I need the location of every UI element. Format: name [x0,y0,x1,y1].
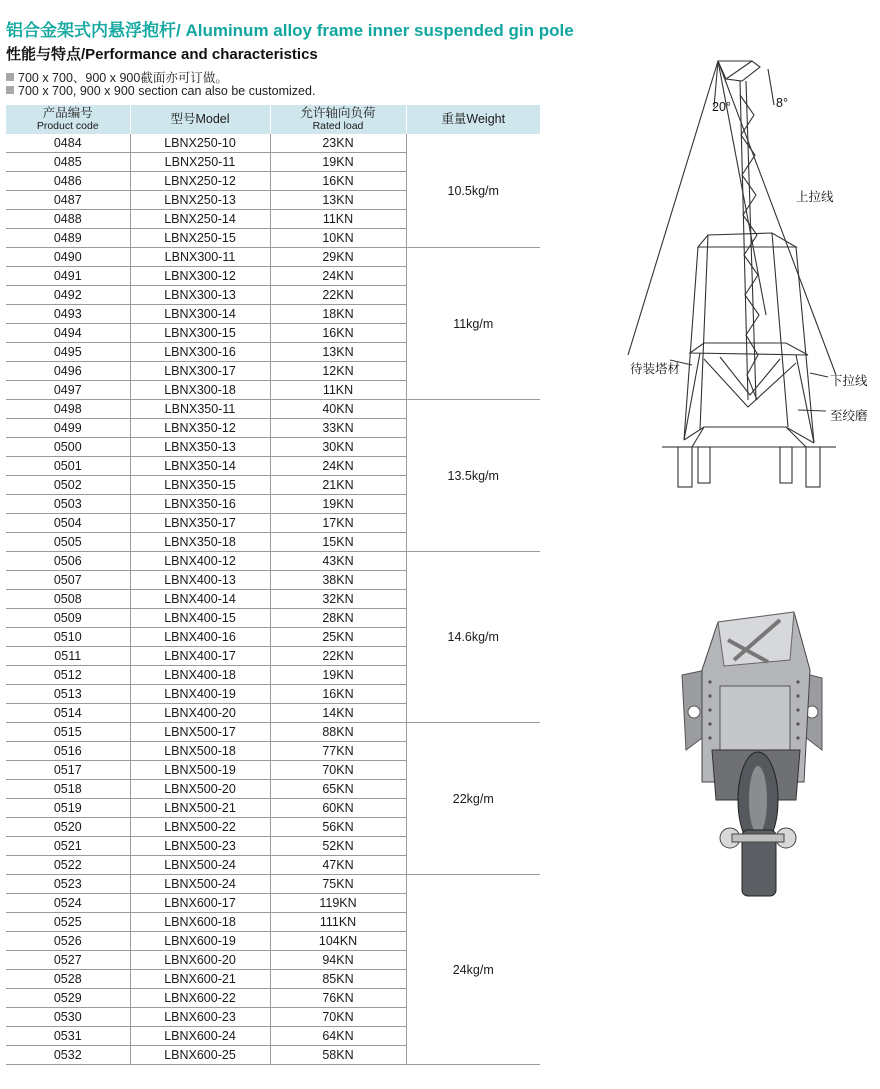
cell-rated-load: 19KN [270,666,406,685]
cell-rated-load: 16KN [270,324,406,343]
cell-rated-load: 29KN [270,248,406,267]
cell-model: LBNX300-11 [130,248,270,267]
cell-rated-load: 60KN [270,799,406,818]
cell-model: LBNX300-16 [130,343,270,362]
cell-model: LBNX400-16 [130,628,270,647]
angle-left-label: 20° [712,100,731,114]
cell-model: LBNX500-21 [130,799,270,818]
cell-model: LBNX350-16 [130,495,270,514]
cell-model: LBNX400-20 [130,704,270,723]
cell-model: LBNX250-11 [130,153,270,172]
note-en-text: 700 x 700, 900 x 900 section can also be customized. [18,84,316,98]
cell-model: LBNX350-12 [130,419,270,438]
cell-rated-load: 32KN [270,590,406,609]
cell-model: LBNX300-18 [130,381,270,400]
upper-guy-label: 上拉线 [796,190,834,204]
cell-product-code: 0490 [6,248,130,267]
cell-product-code: 0522 [6,856,130,875]
cell-rated-load: 13KN [270,191,406,210]
tower-material-label: 待装塔材 [630,362,681,376]
table-row [6,723,540,742]
header-zh: 允许轴向负荷 [300,106,376,121]
cell-product-code: 0508 [6,590,130,609]
cell-rated-load: 14KN [270,704,406,723]
cell-product-code: 0518 [6,780,130,799]
page-title: 铝合金架式内悬浮抱杆/ Aluminum alloy frame inner suspended gin pole [6,21,574,40]
cell-rated-load: 33KN [270,419,406,438]
cell-rated-load: 13KN [270,343,406,362]
cell-product-code: 0492 [6,286,130,305]
cell-rated-load: 16KN [270,172,406,191]
cell-product-code: 0494 [6,324,130,343]
cell-weight: 22kg/m [406,723,540,875]
header-model [130,105,270,134]
pulley-block-photo [672,600,842,905]
cell-rated-load: 94KN [270,951,406,970]
cell-weight: 24kg/m [406,875,540,1065]
cell-model: LBNX250-14 [130,210,270,229]
table-row [6,400,540,419]
cell-model: LBNX400-14 [130,590,270,609]
cell-model: LBNX350-15 [130,476,270,495]
cell-rated-load: 75KN [270,875,406,894]
cell-product-code: 0503 [6,495,130,514]
cell-product-code: 0520 [6,818,130,837]
spec-table [6,105,540,1065]
cell-product-code: 0529 [6,989,130,1008]
cell-rated-load: 119KN [270,894,406,913]
cell-product-code: 0524 [6,894,130,913]
section-subtitle: 性能与特点/Performance and characteristics [6,46,318,63]
cell-product-code: 0499 [6,419,130,438]
table-body [6,134,540,1065]
cell-model: LBNX350-14 [130,457,270,476]
cell-model: LBNX600-18 [130,913,270,932]
cell-rated-load: 47KN [270,856,406,875]
cell-rated-load: 12KN [270,362,406,381]
cell-weight: 11kg/m [406,248,540,400]
cell-model: LBNX250-12 [130,172,270,191]
cell-rated-load: 88KN [270,723,406,742]
cell-rated-load: 28KN [270,609,406,628]
cell-rated-load: 85KN [270,970,406,989]
cell-rated-load: 19KN [270,495,406,514]
cell-product-code: 0506 [6,552,130,571]
cell-model: LBNX250-15 [130,229,270,248]
cell-product-code: 0488 [6,210,130,229]
table-row [6,248,540,267]
cell-product-code: 0526 [6,932,130,951]
cell-model: LBNX500-20 [130,780,270,799]
cell-product-code: 0515 [6,723,130,742]
cell-model: LBNX600-20 [130,951,270,970]
cell-model: LBNX300-12 [130,267,270,286]
cell-model: LBNX250-13 [130,191,270,210]
cell-rated-load: 21KN [270,476,406,495]
note-zh-text: 700 x 700、900 x 900截面亦可订做。 [18,71,228,85]
cell-rated-load: 19KN [270,153,406,172]
cell-rated-load: 16KN [270,685,406,704]
cell-model: LBNX400-17 [130,647,270,666]
cell-rated-load: 64KN [270,1027,406,1046]
cell-rated-load: 77KN [270,742,406,761]
cell-product-code: 0505 [6,533,130,552]
gin-pole-diagram [600,55,880,505]
cell-model: LBNX600-19 [130,932,270,951]
angle-right-label: 8° [776,96,788,110]
cell-model: LBNX250-10 [130,134,270,153]
cell-model: LBNX600-22 [130,989,270,1008]
bullet-square-icon [6,86,14,94]
bullet-square-icon [6,73,14,81]
header-product-code [6,105,130,134]
cell-model: LBNX500-18 [130,742,270,761]
cell-model: LBNX400-19 [130,685,270,704]
cell-product-code: 0530 [6,1008,130,1027]
cell-model: LBNX500-19 [130,761,270,780]
cell-model: LBNX500-24 [130,875,270,894]
header-zh: 产品编号 [42,106,93,121]
cell-rated-load: 23KN [270,134,406,153]
cell-model: LBNX350-18 [130,533,270,552]
cell-rated-load: 15KN [270,533,406,552]
cell-product-code: 0517 [6,761,130,780]
cell-rated-load: 70KN [270,1008,406,1027]
cell-product-code: 0527 [6,951,130,970]
cell-model: LBNX500-22 [130,818,270,837]
cell-rated-load: 17KN [270,514,406,533]
cell-product-code: 0509 [6,609,130,628]
cell-rated-load: 76KN [270,989,406,1008]
cell-rated-load: 52KN [270,837,406,856]
cell-product-code: 0485 [6,153,130,172]
cell-rated-load: 40KN [270,400,406,419]
cell-product-code: 0500 [6,438,130,457]
cell-model: LBNX500-23 [130,837,270,856]
cell-product-code: 0486 [6,172,130,191]
cell-rated-load: 24KN [270,457,406,476]
table-header-row [6,105,540,134]
cell-rated-load: 56KN [270,818,406,837]
cell-model: LBNX300-17 [130,362,270,381]
table-row [6,134,540,153]
cell-model: LBNX350-17 [130,514,270,533]
cell-rated-load: 70KN [270,761,406,780]
header-weight [406,105,540,134]
cell-product-code: 0502 [6,476,130,495]
lower-guy-label: 下拉线 [830,374,868,388]
cell-model: LBNX300-14 [130,305,270,324]
header-en: Rated load [312,119,364,132]
cell-product-code: 0514 [6,704,130,723]
header-rated-load [270,105,406,134]
cell-product-code: 0525 [6,913,130,932]
cell-model: LBNX350-11 [130,400,270,419]
cell-model: LBNX400-18 [130,666,270,685]
cell-product-code: 0528 [6,970,130,989]
cell-product-code: 0484 [6,134,130,153]
cell-product-code: 0495 [6,343,130,362]
cell-rated-load: 30KN [270,438,406,457]
note-en [6,84,315,98]
cell-rated-load: 25KN [270,628,406,647]
cell-product-code: 0491 [6,267,130,286]
cell-product-code: 0493 [6,305,130,324]
cell-rated-load: 58KN [270,1046,406,1065]
cell-rated-load: 22KN [270,286,406,305]
cell-product-code: 0521 [6,837,130,856]
cell-model: LBNX300-13 [130,286,270,305]
table-row [6,875,540,894]
cell-model: LBNX500-24 [130,856,270,875]
cell-weight: 14.6kg/m [406,552,540,723]
cell-product-code: 0501 [6,457,130,476]
cell-rated-load: 22KN [270,647,406,666]
cell-model: LBNX350-13 [130,438,270,457]
cell-product-code: 0532 [6,1046,130,1065]
cell-model: LBNX300-15 [130,324,270,343]
cell-model: LBNX600-25 [130,1046,270,1065]
cell-product-code: 0498 [6,400,130,419]
cell-weight: 13.5kg/m [406,400,540,552]
cell-product-code: 0489 [6,229,130,248]
cell-model: LBNX600-21 [130,970,270,989]
cell-rated-load: 111KN [270,913,406,932]
cell-product-code: 0497 [6,381,130,400]
cell-rated-load: 24KN [270,267,406,286]
cell-rated-load: 38KN [270,571,406,590]
cell-rated-load: 11KN [270,210,406,229]
cell-product-code: 0511 [6,647,130,666]
cell-product-code: 0523 [6,875,130,894]
cell-product-code: 0487 [6,191,130,210]
cell-rated-load: 18KN [270,305,406,324]
cell-model: LBNX400-12 [130,552,270,571]
cell-product-code: 0531 [6,1027,130,1046]
cell-rated-load: 11KN [270,381,406,400]
cell-product-code: 0512 [6,666,130,685]
cell-rated-load: 43KN [270,552,406,571]
header-zh: 重量Weight [441,111,506,126]
cell-product-code: 0496 [6,362,130,381]
cell-model: LBNX400-13 [130,571,270,590]
cell-model: LBNX600-24 [130,1027,270,1046]
cell-product-code: 0519 [6,799,130,818]
cell-model: LBNX500-17 [130,723,270,742]
cell-model: LBNX400-15 [130,609,270,628]
cell-product-code: 0516 [6,742,130,761]
to-winch-label: 至绞磨 [830,409,868,423]
cell-product-code: 0504 [6,514,130,533]
cell-rated-load: 65KN [270,780,406,799]
cell-product-code: 0510 [6,628,130,647]
cell-weight: 10.5kg/m [406,134,540,248]
cell-product-code: 0507 [6,571,130,590]
header-en: Product code [36,119,99,132]
table-row [6,552,540,571]
cell-model: LBNX600-17 [130,894,270,913]
cell-rated-load: 10KN [270,229,406,248]
header-zh: 型号Model [170,111,230,126]
cell-model: LBNX600-23 [130,1008,270,1027]
cell-rated-load: 104KN [270,932,406,951]
cell-product-code: 0513 [6,685,130,704]
